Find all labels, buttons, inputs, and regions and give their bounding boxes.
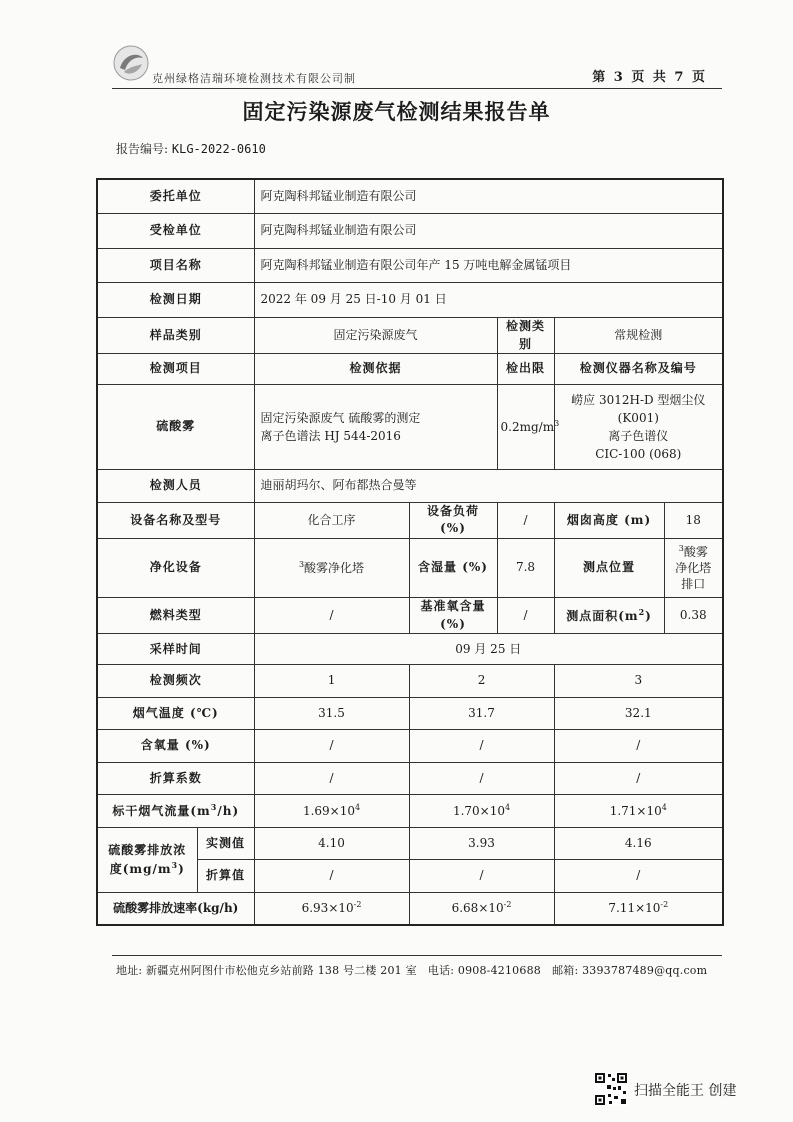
footer-email: 邮箱: 3393787489@qq.com: [552, 964, 708, 977]
chimney-height-value: 18: [664, 502, 723, 538]
conc-label-sup: 3: [171, 860, 179, 871]
inspected-label: 受检单位: [97, 214, 254, 249]
rate-3-exp: -2: [660, 900, 669, 910]
client-label: 委托单位: [97, 179, 254, 214]
flow-1-exp: 4: [354, 802, 361, 812]
area-value: 0.38: [664, 598, 723, 634]
oxygen-label: 含氧量 (%): [97, 730, 254, 763]
flow-2-exp: 4: [504, 802, 511, 812]
flow-3: [554, 795, 723, 828]
area-label-end: ): [645, 608, 652, 623]
rate-1-base: 6.93×10: [301, 901, 354, 916]
instrument-line-3: 离子色谱仪: [608, 428, 669, 443]
factor-1: /: [254, 762, 409, 795]
basis-header: 检测依据: [254, 354, 497, 385]
purify-text: 酸雾净化塔: [304, 560, 365, 575]
freq-1: 1: [254, 665, 409, 698]
basis-line-1: 固定污染源废气 硫酸雾的测定: [260, 410, 421, 425]
report-number: [116, 140, 266, 157]
footer-contact: [116, 962, 707, 978]
sample-type-label: 样品类别: [97, 317, 254, 353]
point-line-1: 酸雾: [683, 544, 708, 559]
humidity-value: 7.8: [497, 539, 554, 598]
purify-num-sup: 3: [298, 559, 305, 569]
rate-2-exp: -2: [503, 900, 512, 910]
sampling-time-label: 采样时间: [97, 634, 254, 665]
inspected-value: 阿克陶科邦锰业制造有限公司: [254, 214, 723, 249]
measured-2: 3.93: [409, 827, 554, 860]
equipment-name-label: 设备名称及型号: [97, 502, 254, 538]
measured-3: 4.16: [554, 827, 723, 860]
oxygen-3: /: [554, 730, 723, 763]
point-location-label: 测点位置: [554, 539, 664, 598]
rate-1-exp: -2: [353, 900, 362, 910]
factor-label: 折算系数: [97, 762, 254, 795]
area-label-sup: 2: [638, 606, 646, 617]
basis-value: [254, 384, 497, 469]
footer-address: 地址: 新疆克州阿图什市松他克乡站前路 138 号二楼 201 室: [116, 964, 417, 977]
point-location-value: [664, 539, 723, 598]
item-header: 检测项目: [97, 354, 254, 385]
basis-line-2: 离子色谱法 HJ 544-2016: [260, 428, 401, 443]
page-number: 第 3 页 共 7 页: [592, 70, 707, 85]
measured-1: 4.10: [254, 827, 409, 860]
rate-3-base: 7.11×10: [608, 901, 661, 916]
report-number-label: 报告编号:: [116, 142, 169, 156]
oxygen-2: /: [409, 730, 554, 763]
oxygen-base-value: /: [497, 598, 554, 634]
flow-3-exp: 4: [661, 802, 667, 812]
project-value: 阿克陶科邦锰业制造有限公司年产 15 万吨电解金属锰项目: [254, 248, 723, 283]
purify-value: [254, 539, 409, 598]
equipment-load-label: 设备负荷 (%): [409, 502, 497, 538]
report-number-value: KLG-2022-0610: [171, 142, 266, 156]
freq-2: 2: [409, 665, 554, 698]
client-value: 阿克陶科邦锰业制造有限公司: [254, 179, 723, 214]
flow-2-base: 1.70×10: [452, 803, 505, 818]
point-line-3: 排口: [681, 577, 706, 592]
personnel-value: 迪丽胡玛尔、阿布都热合曼等: [254, 470, 723, 503]
rate-2: [409, 892, 554, 925]
temp-3: 32.1: [554, 697, 723, 730]
equipment-load-value: /: [497, 502, 554, 538]
footer-phone: 电话: 0908-4210688: [427, 964, 541, 977]
equipment-name-value: 化合工序: [254, 502, 409, 538]
freq-label: 检测频次: [97, 665, 254, 698]
instrument-line-1: 崂应 3012H-D 型烟尘仪: [571, 392, 706, 407]
footer-divider: [112, 955, 722, 956]
oxygen-1: /: [254, 730, 409, 763]
limit-value: [497, 384, 560, 469]
conc-label-line-2: 度(mg/m: [109, 862, 172, 877]
test-type-value: 常规检测: [554, 317, 723, 353]
factor-2: /: [409, 762, 554, 795]
date-label: 检测日期: [97, 283, 254, 318]
rate-1: [254, 892, 409, 925]
point-line-2: 净化塔: [675, 561, 712, 575]
qr-code-icon: [594, 1072, 628, 1106]
instrument-line-2: (K001): [617, 410, 659, 425]
instrument-header: 检测仪器名称及编号: [554, 354, 723, 385]
sampling-time-value: 09 月 25 日: [254, 634, 723, 665]
limit-number: 0.2mg/m: [500, 419, 555, 434]
company-logo-icon: [112, 44, 150, 82]
factor-3: /: [554, 762, 723, 795]
company-name: 克州绿格洁瑞环境检测技术有限公司制: [152, 72, 356, 85]
flow-label-text: 标干烟气流量(m: [112, 803, 211, 818]
instrument-value: [554, 384, 723, 469]
oxygen-base-label: 基准氧含量(%): [409, 598, 497, 634]
date-value: 2022 年 09 月 25 日-10 月 01 日: [254, 283, 723, 318]
chimney-height-label: 烟囱高度 (m): [554, 502, 664, 538]
instrument-line-4: CIC-100 (068): [595, 446, 682, 461]
converted-2: /: [409, 860, 554, 893]
point-num-sup: 3: [678, 543, 684, 553]
freq-3: 3: [554, 665, 723, 698]
flow-label-sup: 3: [210, 801, 218, 812]
conc-label-line-1: 硫酸雾排放浓: [108, 843, 187, 858]
sample-type-value: 固定污染源废气: [254, 317, 497, 353]
personnel-label: 检测人员: [97, 470, 254, 503]
limit-unit-sup: 3: [554, 418, 560, 428]
temp-label: 烟气温度 (℃): [97, 697, 254, 730]
temp-2: 31.7: [409, 697, 554, 730]
rate-3: [554, 892, 723, 925]
test-type-label: 检测类别: [497, 317, 554, 353]
result-table: [96, 178, 724, 926]
temp-1: 31.5: [254, 697, 409, 730]
area-label: [554, 598, 664, 634]
conc-label-end: ): [178, 862, 185, 877]
flow-3-base: 1.71×10: [609, 803, 662, 818]
fuel-value: /: [254, 598, 409, 634]
converted-1: /: [254, 860, 409, 893]
flow-label: [97, 795, 254, 828]
document-title: 固定污染源废气检测结果报告单: [242, 99, 551, 124]
converted-3: /: [554, 860, 723, 893]
converted-label: 折算值: [197, 860, 254, 893]
fuel-label: 燃料类型: [97, 598, 254, 634]
conc-label: [97, 827, 197, 892]
rate-2-base: 6.68×10: [451, 901, 504, 916]
purify-label: 净化设备: [97, 539, 254, 598]
item-value: 硫酸雾: [97, 384, 254, 469]
humidity-label: 含湿量 (%): [409, 539, 497, 598]
flow-2: [409, 795, 554, 828]
rate-label: 硫酸雾排放速率(kg/h): [97, 892, 254, 925]
flow-1-base: 1.69×10: [302, 803, 355, 818]
flow-label-end: /h): [217, 803, 240, 818]
scanner-watermark: 扫描全能王 创建: [634, 1083, 737, 1099]
flow-1: [254, 795, 409, 828]
project-label: 项目名称: [97, 248, 254, 283]
limit-header: 检出限: [497, 354, 554, 385]
area-label-text: 测点面积(m: [566, 608, 639, 623]
measured-label: 实测值: [197, 827, 254, 860]
header-divider: [112, 88, 722, 89]
